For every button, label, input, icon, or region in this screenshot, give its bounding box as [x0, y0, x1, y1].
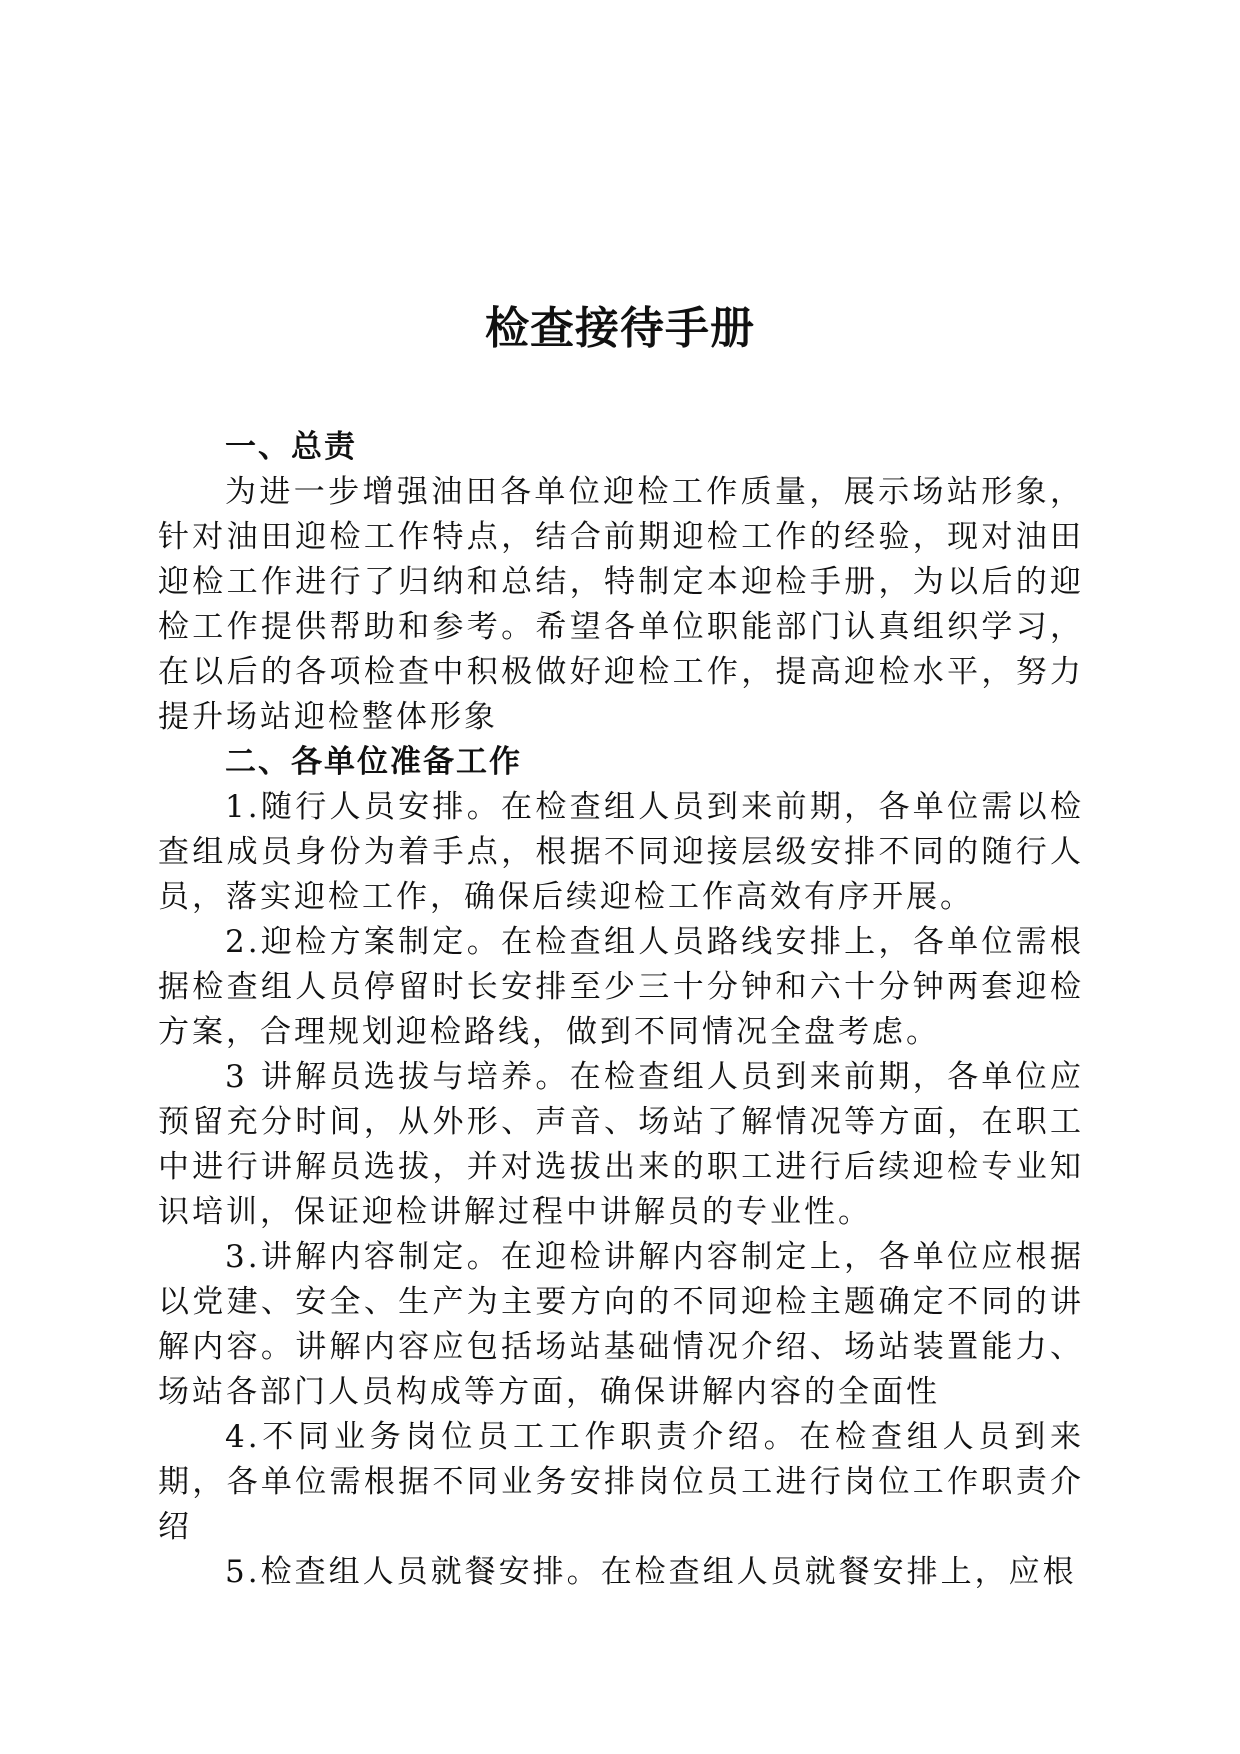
section-heading-preparation: 二、各单位准备工作	[225, 744, 522, 780]
paragraph-guide-selection: 3 讲解员选拔与培养。在检查组人员到来前期，各单位应预留充分时间，从外形、声音、场站了解情况等方面，在职工中进行讲解员选拔，并对选拔出来的职工进行后续迎检专业知识培训，保证迎检讲解过程中讲解员的专业性。	[158, 1059, 1084, 1230]
paragraph-job-duties: 4.不同业务岗位员工工作职责介绍。在检查组人员到来期，各单位需根据不同业务安排岗位员工进行岗位工作职责介绍	[158, 1419, 1084, 1545]
paragraph-dining-arrangement: 5.检查组人员就餐安排。在检查组人员就餐安排上，应根	[225, 1554, 1077, 1590]
paragraph-inspection-plan: 2.迎检方案制定。在检查组人员路线安排上，各单位需根据检查组人员停留时长安排至少三十分钟和六十分钟两套迎检方案，合理规划迎检路线，做到不同情况全盘考虑。	[158, 924, 1084, 1050]
document-body	[158, 425, 1084, 1595]
paragraph-presentation-content: 3.讲解内容制定。在迎检讲解内容制定上，各单位应根据以党建、安全、生产为主要方向的不同迎检主题确定不同的讲解内容。讲解内容应包括场站基础情况介绍、场站装置能力、场站各部门人员构成等方面，确保讲解内容的全面性	[158, 1239, 1084, 1410]
section-heading-general: 一、总责	[225, 429, 357, 465]
page-title: 检查接待手册	[485, 303, 755, 354]
paragraph-general-intro: 为进一步增强油田各单位迎检工作质量，展示场站形象，针对油田迎检工作特点，结合前期迎检工作的经验，现对油田迎检工作进行了归纳和总结，特制定本迎检手册，为以后的迎检工作提供帮助和参考。希望各单位职能部门认真组织学习，在以后的各项检查中积极做好迎检工作，提高迎检水平，努力提升场站迎检整体形象	[158, 474, 1084, 735]
paragraph-escort-arrangement: 1.随行人员安排。在检查组人员到来前期，各单位需以检查组成员身份为着手点，根据不同迎接层级安排不同的随行人员，落实迎检工作，确保后续迎检工作高效有序开展。	[158, 789, 1084, 915]
